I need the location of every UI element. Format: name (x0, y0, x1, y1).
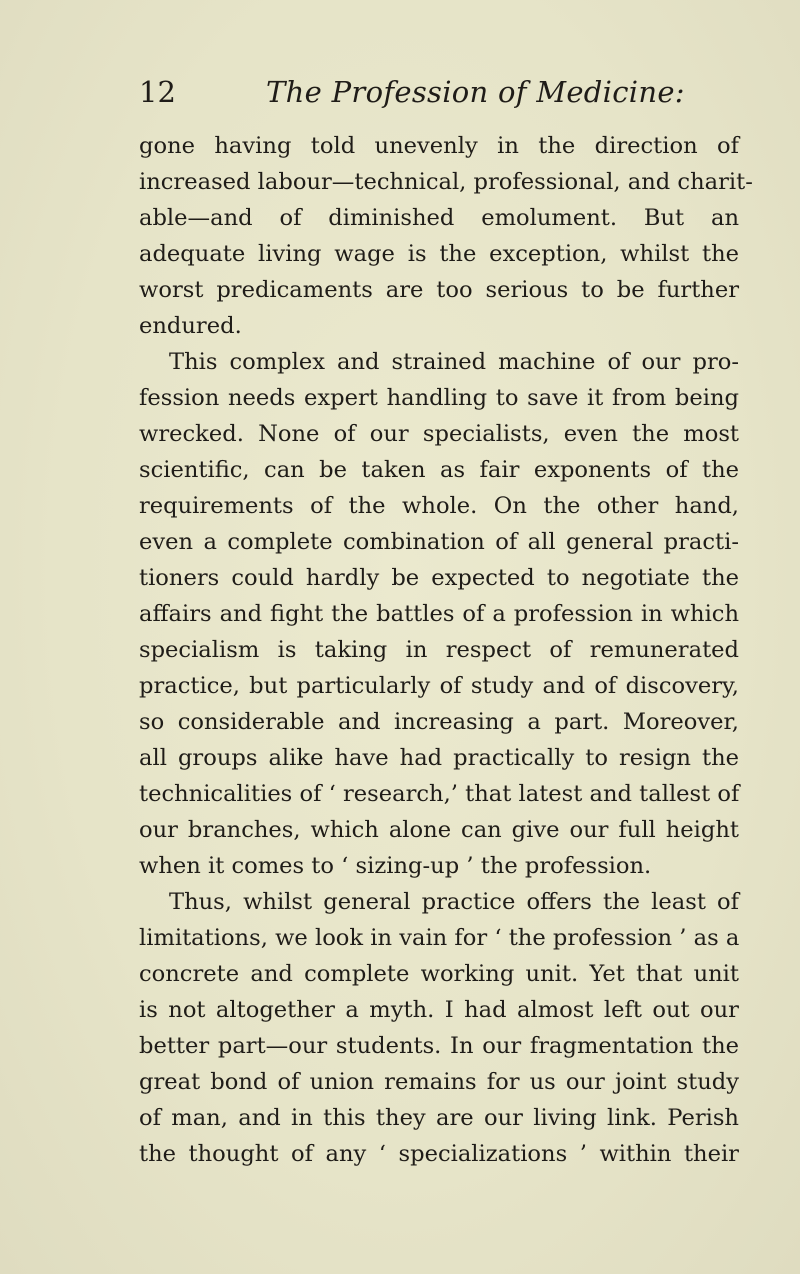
text-line: all groups alike have had practically to resign the (139, 745, 739, 771)
text-line: even a complete combination of all general practi- (139, 529, 739, 555)
text-line: fession needs expert handling to save it from being (139, 385, 739, 411)
text-line: endured. (139, 313, 242, 339)
text-line: wrecked. None of our specialists, even the most (139, 421, 739, 447)
text-line: technicalities of ‘ research,’ that latest and tallest of (139, 781, 740, 807)
text-line: able—and of diminished emolument. But an (139, 205, 739, 231)
text-line: requirements of the whole. On the other hand, (139, 493, 739, 519)
text-line: of man, and in this they are our living link. Perish (139, 1105, 739, 1131)
text-line: great bond of union remains for us our joint study (139, 1069, 739, 1095)
paragraph-start-line: This complex and strained machine of our pro- (169, 349, 739, 375)
text-line: affairs and fight the battles of a profession in which (139, 601, 739, 627)
body-text (139, 128, 753, 1172)
running-head (139, 74, 739, 114)
page-number: 12 (139, 75, 176, 109)
text-line: practice, but particularly of study and of discovery, (139, 673, 739, 699)
paragraph-start-line: Thus, whilst general practice offers the least of (169, 889, 739, 915)
text-line: is not altogether a myth. I had almost left out our (139, 997, 739, 1023)
text-line: tioners could hardly be expected to negotiate the (139, 565, 739, 591)
text-line: increased labour—technical, professional, and charit- (139, 169, 753, 195)
text-line: so considerable and increasing a part. Moreover, (139, 709, 739, 735)
text-line: gone having told unevenly in the direction of (139, 133, 739, 159)
text-line: worst predicaments are too serious to be further (139, 277, 739, 303)
text-line: our branches, which alone can give our full height (139, 817, 739, 843)
text-line: scientific, can be taken as fair exponents of the (139, 457, 739, 483)
running-title: The Profession of Medicine: (266, 75, 685, 109)
text-line: specialism is taking in respect of remunerated (139, 637, 739, 663)
text-line: limitations, we look in vain for ‘ the profession ’ as a (139, 925, 740, 951)
text-line: adequate living wage is the exception, whilst the (139, 241, 739, 267)
text-line: the thought of any ‘ specializations ’ within their (139, 1141, 739, 1167)
text-line: when it comes to ‘ sizing-up ’ the profession. (139, 853, 652, 879)
text-line: better part—our students. In our fragmentation the (139, 1033, 739, 1059)
text-line: concrete and complete working unit. Yet that unit (139, 961, 739, 987)
